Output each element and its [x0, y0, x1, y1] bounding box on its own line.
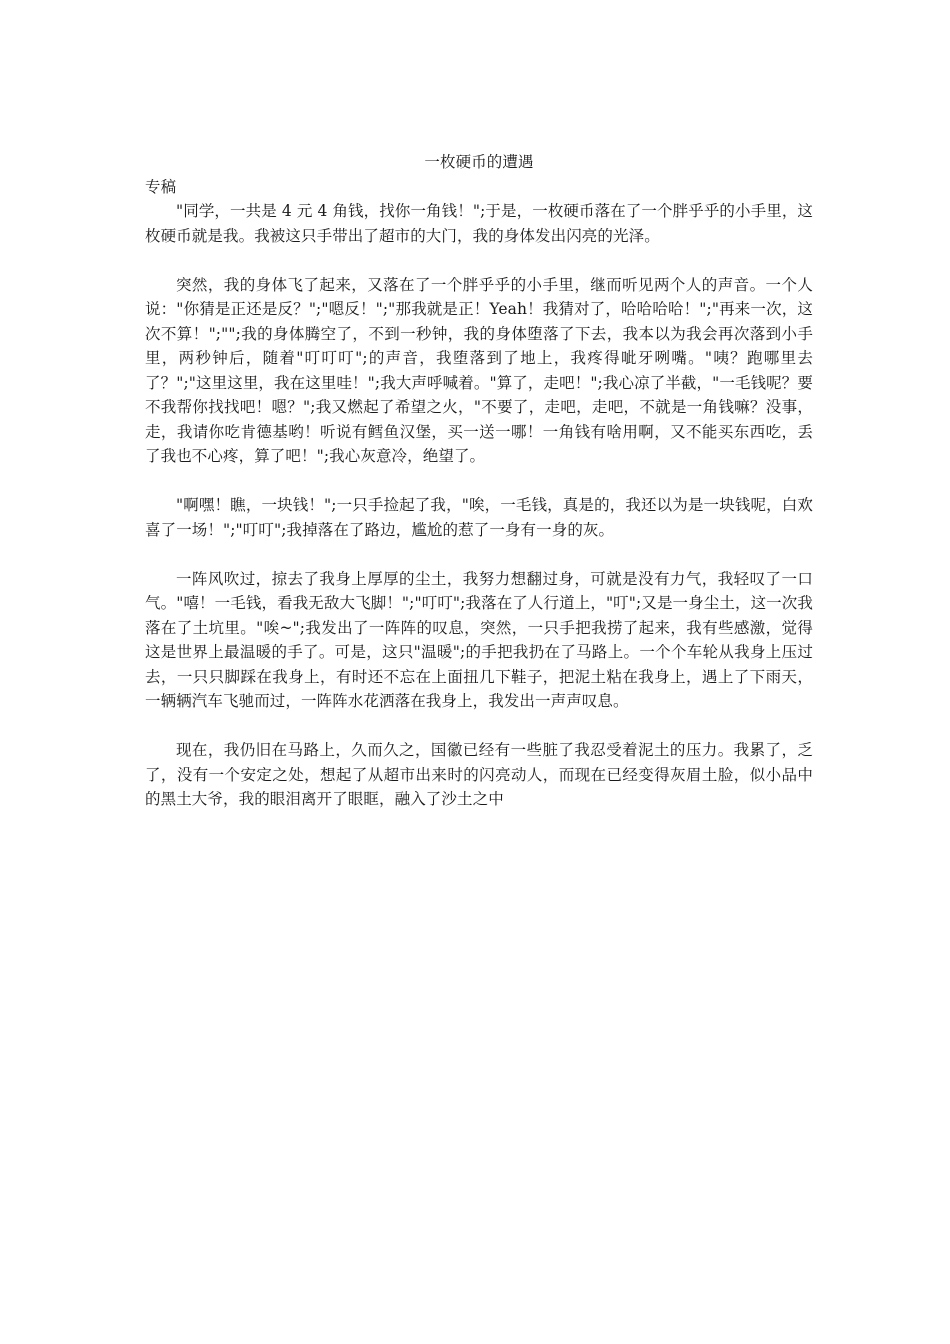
paragraph-3: "啊嘿！瞧，一块钱！";一只手捡起了我，"唉，一毛钱，真是的，我还以为是一块钱呢，白欢喜了一场！";"叮叮";我掉落在了路边，尴尬的惹了一身有一身的灰。 — [145, 496, 813, 539]
document-category: 专稿 — [145, 177, 177, 196]
paragraph-1: "同学，一共是 4 元 4 角钱，找你一角钱！";于是，一枚硬币落在了一个胖乎乎的小手里，这枚硬币就是我。我被这只手带出了超市的大门，我的身体发出闪亮的光泽。 — [145, 202, 814, 245]
paragraph-5: 现在，我仍旧在马路上，久而久之，国徽已经有一些脏了我忍受着泥土的压力。我累了，乏了，没有一个安定之处，想起了从超市出来时的闪亮动人，而现在已经变得灰眉土脸，似小品中的黑土大爷，我的眼泪离开了眼眶，融入了沙土之中 — [145, 741, 813, 808]
document-title: 一枚硬币的遭遇 — [424, 153, 534, 171]
document-body — [145, 150, 813, 836]
paragraph-4: 一阵风吹过，掠去了我身上厚厚的尘土，我努力想翻过身，可就是没有力气，我轻叹了一口气。"嘻！一毛钱，看我无敌大飞脚！";"叮叮";我落在了人行道上，"叮";又是一身尘土，这一次我落在了土坑里。"唉~";我发出了一阵阵的叹息，突然，一只手把我捞了起来，我有些感激，觉得这是世界上最温暖的手了。可是，这只"温暖";的手把我扔在了马路上。一个个车轮从我身上压过去，一只只脚踩在我身上，有时还不忘在上面扭几下鞋子，把泥土粘在我身上，遇上了下雨天，一辆辆汽车飞驰而过，一阵阵水花洒落在我身上，我发出一声声叹息。 — [145, 569, 813, 710]
paragraph-2: 突然，我的身体飞了起来，又落在了一个胖乎乎的小手里，继而听见两个人的声音。一个人说："你猜是正还是反？";"嗯反！";"那我就是正！Yeah！我猜对了，哈哈哈哈！";"再来一次，这次不算！";"";我的身体腾空了，不到一秒钟，我的身体堕落了下去，我本以为我会再次落到小手里，两秒钟后，随着"叮叮叮";的声音，我堕落到了地上，我疼得呲牙咧嘴。"咦？跑哪里去了？";"这里这里，我在这里哇！";我大声呼喊着。"算了，走吧！";我心凉了半截，"一毛钱呢？要不我帮你找找吧！嗯？";我又燃起了希望之火，"不要了，走吧，走吧，不就是一角钱嘛？没事，走，我请你吃肯德基哟！听说有鳕鱼汉堡，买一送一哪！一角钱有啥用啊，又不能买东西吃，丢了我也不心疼，算了吧！";我心灰意冷，绝望了。 — [145, 275, 813, 465]
